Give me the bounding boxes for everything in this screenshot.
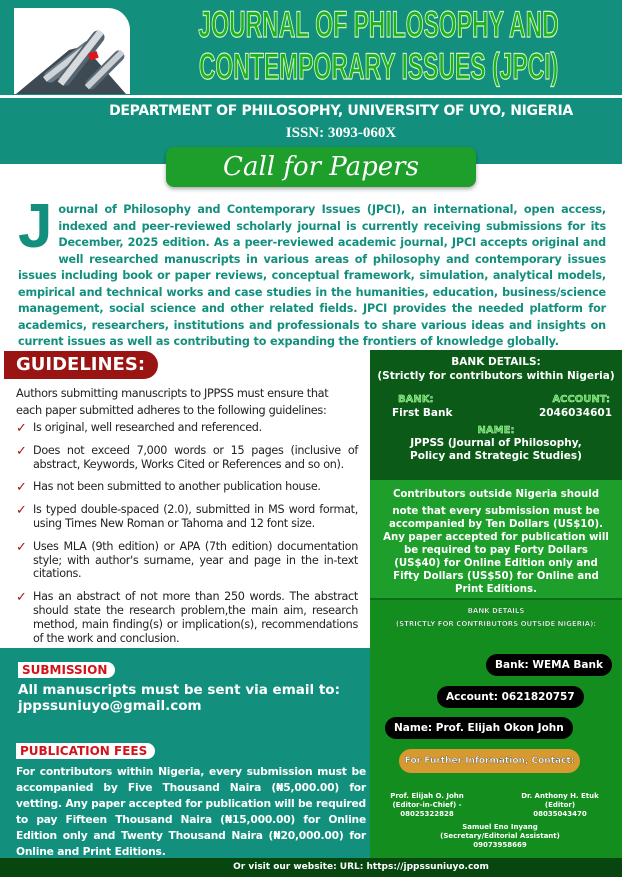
guideline-item — [16, 590, 358, 645]
guideline-item — [16, 540, 358, 581]
bank-subheading: (Strictly for contributors within Nigeria) — [377, 370, 615, 382]
journal-logo — [14, 8, 130, 94]
name-label: NAME: — [477, 425, 515, 436]
check-icon: ✓ — [16, 443, 27, 459]
guideline-item — [16, 444, 358, 472]
bank-heading: BANK DETAILS: — [451, 356, 541, 368]
guideline-text: Uses MLA (9th edition) or APA (7th edition) documentation style; with author's surname, year and page in the in-text citations. — [33, 539, 358, 581]
website-footer[interactable]: Or visit our website: URL: https://jppssuniuyo.com — [0, 858, 622, 877]
header-band — [0, 0, 622, 95]
guidelines-heading: GUIDELINES: — [4, 351, 158, 379]
guideline-text: Has an abstract of not more than 250 words. The abstract should state the research problem,the main aim, research method, main finding(s) or implication(s), recommendations of the work and conclusion. — [33, 590, 358, 645]
guidelines-list — [16, 421, 358, 654]
guideline-item — [16, 503, 358, 531]
check-icon: ✓ — [16, 421, 27, 436]
check-icon: ✓ — [16, 480, 27, 496]
contact-secretary — [420, 823, 580, 850]
journal-title — [138, 4, 619, 88]
issn: ISSN: 3093-060X — [285, 125, 397, 141]
books-mountain-icon — [14, 8, 130, 94]
account-name-line1: JPPSS (Journal of Philosophy, — [410, 437, 582, 449]
submission-text: All manuscripts must be sent via email to: jppssuniuyo@gmail.com — [18, 682, 340, 714]
guidelines-intro: Authors submitting manuscripts to JPPSS must ensure that each paper submitted adheres to the following guidelines: — [16, 387, 329, 417]
contact-name: Samuel Eno Inyang — [462, 823, 538, 831]
department-name: DEPARTMENT OF PHILOSOPHY, UNIVERSITY OF UYO, NIGERIA — [109, 103, 573, 119]
account-name — [370, 437, 622, 463]
intro-text: ournal of Philosophy and Contemporary Issues (JPCI), an international, open access, indexed and peer-reviewed scholarly journal is currently receiving submissions for its December, 2025 edition. As a peer-reviewed academic journal, JPCI accepts original and well researched manuscripts in various areas of philosophy and contemporary issues issues including book or paper reviews, conceptual framework, simulation, analytical models, empirical and technical works and case studies in the humanities, education, business/science management, social science and other related fields. JPCI provides the needed platform for academics, researchers, institutions and professionals to share various ideas and insights on current issues as well as contributing to expanding the frontiers of knowledge globally. — [18, 203, 606, 348]
call-for-papers-banner: Call for Papers — [166, 147, 476, 187]
contact-role: (Secretary/Editorial Assistant) — [440, 832, 560, 840]
guideline-text: Does not exceed 7,000 words or 15 pages (inclusive of abstract, Keywords, Works Cited or References and so on). — [33, 443, 358, 471]
account-name-pill: Name: Prof. Elijah Okon John — [385, 717, 573, 739]
guideline-item — [16, 421, 358, 435]
contact-phone: 08025322828 — [400, 810, 454, 818]
account-label: ACCOUNT: — [552, 394, 610, 405]
contact-role: (Editor) — [544, 801, 576, 809]
bank-value: First Bank — [392, 407, 453, 419]
account-number-pill: Account: 0621820757 — [437, 686, 584, 708]
bank-outside-heading: BANK DETAILS — [467, 607, 525, 615]
contact-name: Dr. Anthony H. Etuk — [521, 792, 599, 800]
publication-fees-text: For contributors within Nigeria, every submission must be accompanied by Five Thousand Naira (₦5,000.00) for vetting. Any paper accepted for publication will be required to pay Fifteen Thousand Naira (₦15,000.00) for Online Edition only and Twenty Thousand Naira (₦20,000.00) for Online and Print Editions. — [16, 765, 366, 858]
bank-details-heading — [370, 355, 622, 383]
check-icon: ✓ — [16, 539, 27, 555]
account-name-line2: Policy and Strategic Studies) — [410, 450, 582, 462]
outside-text: note that every submission must be accompanied by Ten Dollars (US$10). Any paper accepted for publication will be required to pay Forty Dollars (US$40) for Online Edition only and Fifty Dollars (US$50) for Online and Print Editions. — [383, 506, 609, 595]
publication-fees-heading: PUBLICATION FEES — [16, 743, 155, 759]
contact-phone: 08035043470 — [533, 810, 587, 818]
bank-label: BANK: — [398, 394, 434, 405]
bank-outside-subheading: (STRICTLY FOR CONTRIBUTORS OUTSIDE NIGERIA): — [395, 620, 597, 628]
guideline-item — [16, 480, 358, 494]
contact-phone: 09073958669 — [473, 841, 527, 849]
check-icon: ✓ — [16, 503, 27, 519]
drop-cap: J — [18, 192, 53, 261]
further-info-heading: For Further Information, Contact: — [399, 749, 580, 773]
bank-details-nigeria — [370, 350, 622, 480]
journal-title-line1: JOURNAL OF PHILOSOPHY AND — [198, 4, 559, 45]
guideline-text: Has not been submitted to another publication house. — [33, 480, 321, 494]
contact-editor-in-chief — [372, 792, 482, 819]
guideline-text: Is original, well researched and referenced. — [33, 421, 262, 434]
wema-bank-pill: Bank: WEMA Bank — [486, 654, 612, 676]
submission-heading: SUBMISSION — [18, 662, 115, 678]
contact-editor — [505, 792, 615, 819]
outside-nigeria-notice — [370, 480, 622, 598]
contact-name: Prof. Elijah O. John — [390, 792, 464, 800]
contact-role: (Editor-in-Chief) - — [392, 801, 462, 809]
journal-title-line2: CONTEMPORARY ISSUES (JPCI) — [198, 46, 559, 87]
guideline-text: Is typed double-spaced (2.0), submitted in MS word format, using Times New Roman or Tahoma and 12 font size. — [33, 503, 358, 530]
intro-paragraph — [18, 192, 606, 351]
outside-heading: Contributors outside Nigeria should — [392, 489, 600, 500]
account-value: 2046034601 — [538, 407, 612, 419]
check-icon: ✓ — [16, 590, 27, 606]
